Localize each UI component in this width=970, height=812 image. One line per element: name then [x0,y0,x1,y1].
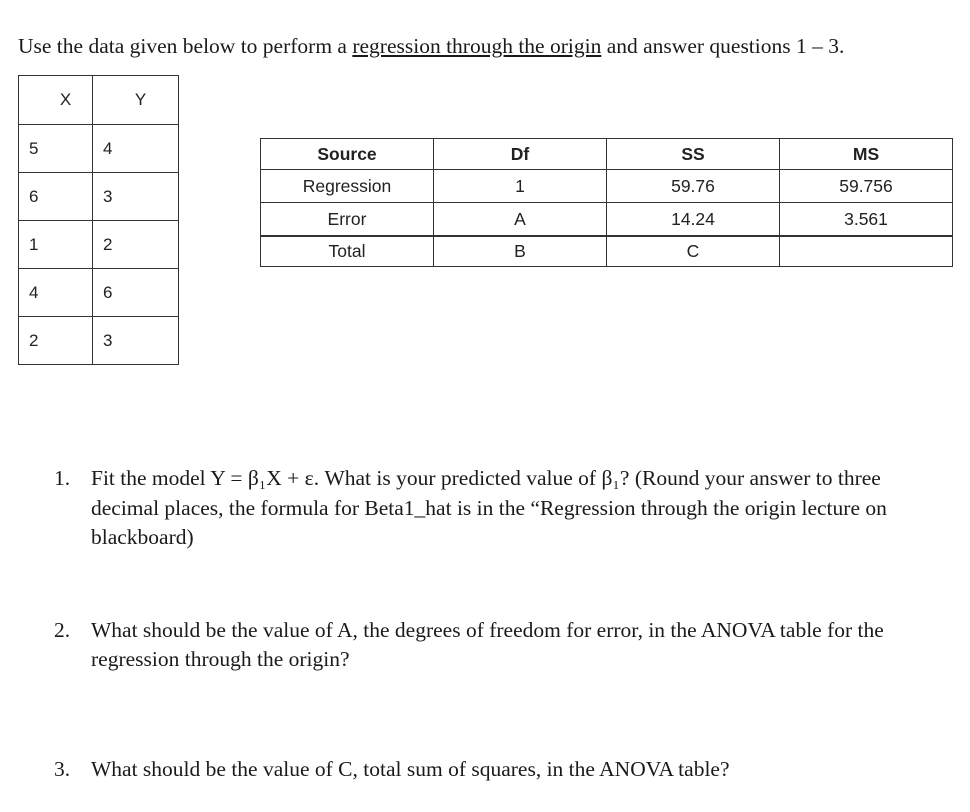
question-2 [54,616,954,675]
instructions-tail: and answer questions 1 – 3. [601,34,845,58]
source-cell: Total [261,236,434,267]
df-cell: 1 [434,170,607,203]
ms-cell: 3.561 [780,203,953,237]
table-row [19,125,179,173]
anova-row-regression [261,170,953,203]
x-value: 1 [19,221,93,269]
question-number: 2. [54,617,71,642]
ms-cell [780,236,953,267]
question-text: What should be the value of C, total sum of squares, in the ANOVA table? [91,756,730,781]
anova-table [260,138,953,267]
y-column-header: Y [93,76,179,125]
ss-cell: C [607,236,780,267]
question-number: 1. [54,466,71,490]
question-text: Fit the model Y = β₁X + ε. What is your predicted value of β₁? (Round your answer to three decimal places, the formula for Beta1_hat is in the “Regression through the origin lecture on blackboard) [91,466,887,549]
ss-cell: 59.76 [607,170,780,203]
question-list [54,464,954,784]
ms-column-header: MS [780,139,953,170]
question-text: What should be the value of A, the degrees of freedom for error, in the ANOVA table for the regression through the origin? [91,617,884,671]
x-column-header: X [19,76,93,125]
y-value: 4 [93,125,179,173]
question-3 [54,755,954,785]
ss-cell: 14.24 [607,203,780,237]
df-cell: A [434,203,607,237]
table-row [19,221,179,269]
regression-origin-term: regression through the origin [352,34,602,58]
xy-data-table [18,75,179,365]
df-column-header: Df [434,139,607,170]
table-row [19,269,179,317]
anova-row-error [261,203,953,237]
y-value: 3 [93,317,179,365]
table-row [19,173,179,221]
x-value: 6 [19,173,93,221]
ms-cell: 59.756 [780,170,953,203]
anova-header-row [261,139,953,170]
source-cell: Error [261,203,434,237]
source-column-header: Source [261,139,434,170]
x-value: 4 [19,269,93,317]
table-row [19,317,179,365]
instructions-lead: Use the data given below to perform a [18,34,353,58]
xy-header-row [19,76,179,125]
df-cell: B [434,236,607,267]
x-value: 5 [19,125,93,173]
y-value: 2 [93,221,179,269]
ss-column-header: SS [607,139,780,170]
y-value: 3 [93,173,179,221]
source-cell: Regression [261,170,434,203]
y-value: 6 [93,269,179,317]
instructions [18,34,844,59]
question-number: 3. [54,756,71,781]
x-value: 2 [19,317,93,365]
question-1 [54,464,954,553]
anova-row-total [261,236,953,267]
